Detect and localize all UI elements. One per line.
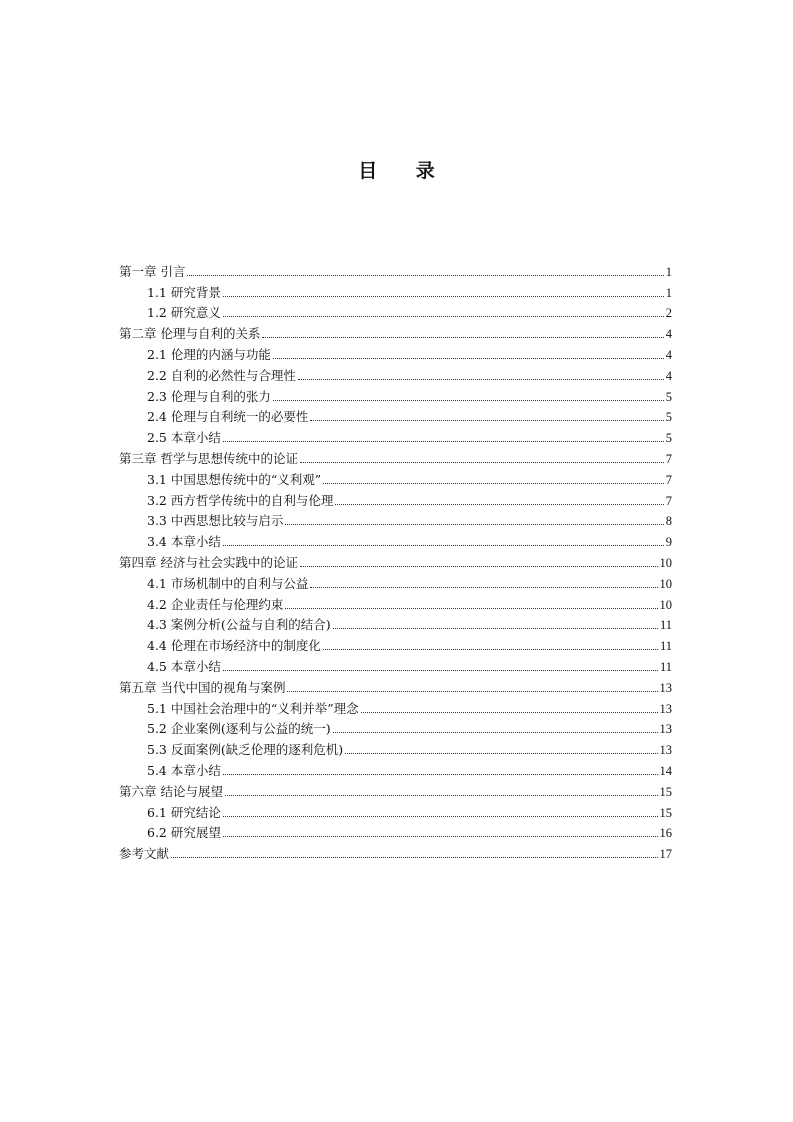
toc-entry-label: 4.4 伦理在市场经济中的制度化 xyxy=(147,638,321,654)
toc-entry-label: 2.4 伦理与自利统一的必要性 xyxy=(147,409,309,425)
toc-entry-label: 第四章 经济与社会实践中的论证 xyxy=(119,554,298,570)
toc-entry-4-2[interactable] xyxy=(119,591,672,612)
toc-entry-label: 4.1 市场机制中的自利与公益 xyxy=(147,575,309,591)
toc-entry-page: 2 xyxy=(665,306,672,321)
dot-leader xyxy=(361,712,658,713)
toc-entry-page: 16 xyxy=(659,826,672,841)
toc-entry-3-4[interactable] xyxy=(119,528,672,549)
toc-entry-4-1[interactable] xyxy=(119,570,672,591)
dot-leader xyxy=(223,816,658,817)
toc-entry-page: 7 xyxy=(665,493,672,508)
dot-leader xyxy=(345,753,657,754)
toc-entry-2-5[interactable] xyxy=(119,424,672,445)
toc-title: 目 录 xyxy=(358,160,451,182)
toc-entry-references[interactable] xyxy=(119,840,672,861)
toc-entry-page: 11 xyxy=(659,659,672,674)
toc-entry-4-5[interactable] xyxy=(119,653,672,674)
dot-leader xyxy=(287,691,657,692)
toc-entry-page: 4 xyxy=(665,327,672,342)
toc-entry-page: 8 xyxy=(665,514,672,529)
toc-entry-page: 7 xyxy=(665,472,672,487)
toc-entry-2-4[interactable] xyxy=(119,404,672,425)
toc-entry-ch3[interactable] xyxy=(119,445,672,466)
dot-leader xyxy=(333,732,658,733)
toc-entry-2-2[interactable] xyxy=(119,362,672,383)
toc-entry-label: 5.4 本章小结 xyxy=(147,762,221,778)
toc-entry-3-1[interactable] xyxy=(119,466,672,487)
toc-entry-label: 5.2 企业案例(逐利与公益的统一) xyxy=(147,721,331,737)
toc-entry-page: 9 xyxy=(665,535,672,550)
dot-leader xyxy=(273,358,664,359)
toc-entry-label: 2.3 伦理与自利的张力 xyxy=(147,388,271,404)
toc-entry-4-4[interactable] xyxy=(119,632,672,653)
toc-entry-5-1[interactable] xyxy=(119,695,672,716)
dot-leader xyxy=(323,483,664,484)
toc-entry-label: 6.2 研究展望 xyxy=(147,825,221,841)
toc-entry-page: 15 xyxy=(659,784,672,799)
toc-entry-label: 1.2 研究意义 xyxy=(147,305,221,321)
toc-entry-label: 第三章 哲学与思想传统中的论证 xyxy=(119,450,298,466)
toc-entry-label: 1.1 研究背景 xyxy=(147,284,221,300)
dot-leader xyxy=(223,774,658,775)
dot-leader xyxy=(223,670,658,671)
dot-leader xyxy=(333,628,658,629)
toc-entry-ch6[interactable] xyxy=(119,778,672,799)
toc-entry-5-3[interactable] xyxy=(119,736,672,757)
toc-entry-label: 2.5 本章小结 xyxy=(147,430,221,446)
toc-entry-label: 第一章 引言 xyxy=(119,263,186,279)
toc-entry-page: 13 xyxy=(659,722,672,737)
toc-entry-label: 3.4 本章小结 xyxy=(147,534,221,550)
toc-entry-label: 5.3 反面案例(缺乏伦理的逐利危机) xyxy=(147,742,344,758)
dot-leader xyxy=(285,524,663,525)
toc-entry-label: 2.2 自利的必然性与合理性 xyxy=(147,367,296,383)
dot-leader xyxy=(300,462,664,463)
dot-leader xyxy=(298,379,664,380)
toc-entry-label: 4.2 企业责任与伦理约束 xyxy=(147,596,284,612)
toc-entry-ch1[interactable] xyxy=(119,258,672,279)
toc-entry-page: 10 xyxy=(659,597,672,612)
dot-leader xyxy=(335,504,663,505)
dot-leader xyxy=(310,587,657,588)
toc-entry-label: 3.2 西方哲学传统中的自利与伦理 xyxy=(147,492,334,508)
toc-entry-6-2[interactable] xyxy=(119,820,672,841)
toc-entry-page: 11 xyxy=(659,618,672,633)
toc-entry-page: 15 xyxy=(659,805,672,820)
toc-entry-page: 13 xyxy=(659,743,672,758)
toc-entry-label: 6.1 研究结论 xyxy=(147,804,221,820)
dot-leader xyxy=(223,836,658,837)
toc-entry-label: 4.3 案例分析(公益与自利的结合) xyxy=(147,617,331,633)
toc-entry-page: 4 xyxy=(665,368,672,383)
toc-entry-1-2[interactable] xyxy=(119,300,672,321)
dot-leader xyxy=(223,316,664,317)
dot-leader xyxy=(262,337,663,338)
toc-entry-label: 第六章 结论与展望 xyxy=(119,783,223,799)
toc-entry-4-3[interactable] xyxy=(119,612,672,633)
toc-entry-label: 第五章 当代中国的视角与案例 xyxy=(119,679,286,695)
toc-entry-page: 11 xyxy=(659,639,672,654)
toc-entry-page: 4 xyxy=(665,347,672,362)
toc-entry-page: 5 xyxy=(665,431,672,446)
toc-entry-5-4[interactable] xyxy=(119,757,672,778)
toc-entry-2-1[interactable] xyxy=(119,341,672,362)
toc-entry-2-3[interactable] xyxy=(119,383,672,404)
toc-entry-1-1[interactable] xyxy=(119,279,672,300)
toc-entry-ch4[interactable] xyxy=(119,549,672,570)
toc-entry-3-2[interactable] xyxy=(119,487,672,508)
toc-entry-ch5[interactable] xyxy=(119,674,672,695)
toc-entry-page: 1 xyxy=(665,264,672,279)
toc-entry-label: 第二章 伦理与自利的关系 xyxy=(119,326,261,342)
dot-leader xyxy=(310,420,663,421)
toc-entry-ch2[interactable] xyxy=(119,320,672,341)
dot-leader xyxy=(300,566,658,567)
toc-entry-page: 13 xyxy=(659,701,672,716)
toc-entry-5-2[interactable] xyxy=(119,716,672,737)
toc-entry-label: 3.3 中西思想比较与启示 xyxy=(147,513,284,529)
dot-leader xyxy=(285,608,657,609)
toc-entry-3-3[interactable] xyxy=(119,508,672,529)
toc-entry-page: 14 xyxy=(659,763,672,778)
dot-leader xyxy=(273,400,664,401)
toc-entry-label: 3.1 中国思想传统中的“义利观” xyxy=(147,471,322,487)
dot-leader xyxy=(223,441,664,442)
toc-entry-page: 1 xyxy=(665,285,672,300)
toc-entry-6-1[interactable] xyxy=(119,799,672,820)
toc-entry-label: 5.1 中国社会治理中的“义利并举”理念 xyxy=(147,700,359,716)
dot-leader xyxy=(171,857,657,858)
dot-leader xyxy=(323,649,658,650)
dot-leader xyxy=(187,275,663,276)
table-of-contents xyxy=(119,258,672,861)
toc-entry-label: 2.1 伦理的内涵与功能 xyxy=(147,346,271,362)
toc-entry-page: 5 xyxy=(665,410,672,425)
dot-leader xyxy=(223,296,664,297)
toc-entry-label: 4.5 本章小结 xyxy=(147,658,221,674)
toc-entry-page: 10 xyxy=(659,576,672,591)
toc-entry-page: 13 xyxy=(659,680,672,695)
dot-leader xyxy=(223,545,664,546)
toc-entry-page: 17 xyxy=(659,847,672,862)
dot-leader xyxy=(225,795,658,796)
toc-entry-page: 7 xyxy=(665,451,672,466)
toc-entry-label: 参考文献 xyxy=(119,846,170,862)
toc-entry-page: 5 xyxy=(665,389,672,404)
toc-entry-page: 10 xyxy=(659,555,672,570)
